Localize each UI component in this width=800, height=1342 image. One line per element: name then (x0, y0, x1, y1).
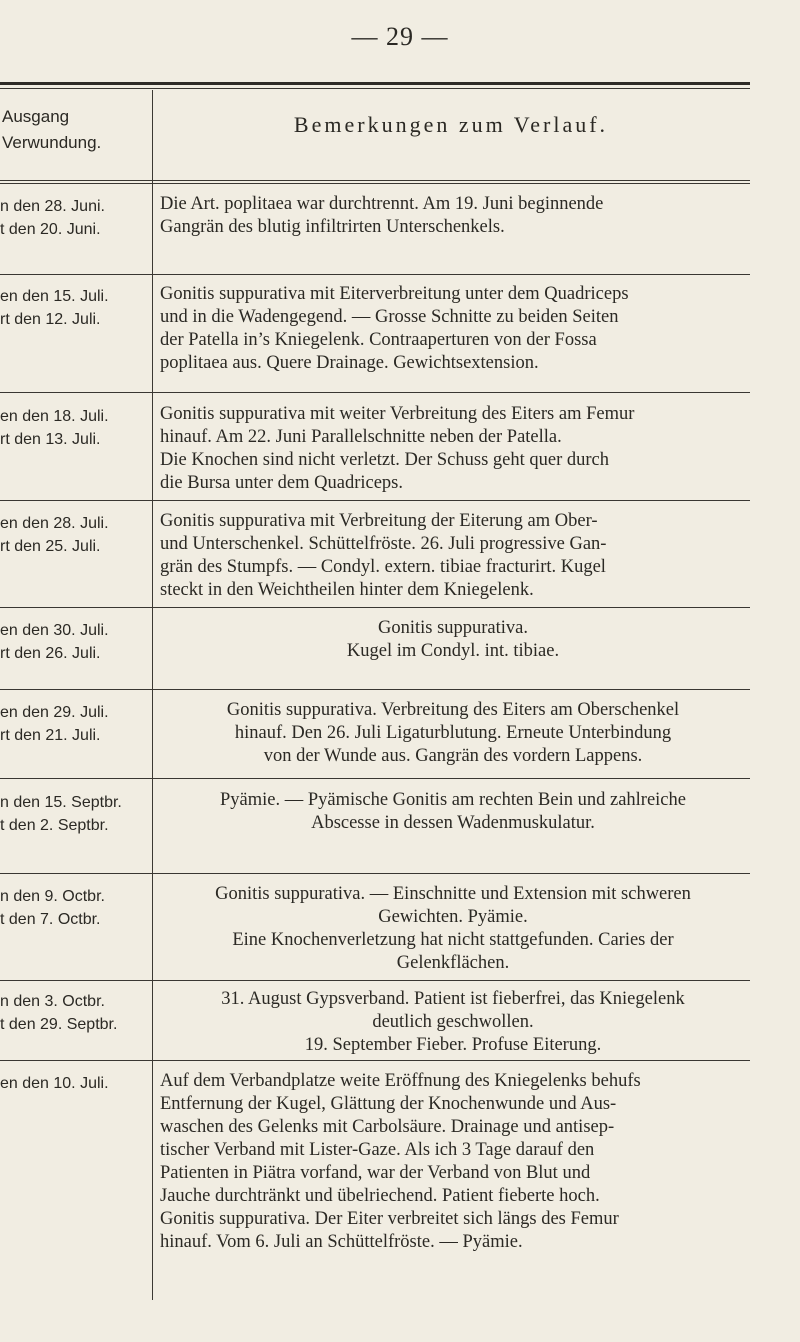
outcome-cell: n den 9. Octbr. t den 7. Octbr. (0, 888, 105, 928)
remark-cell: Gonitis suppurativa. Verbreitung des Eiters am Oberschenkel hinauf. Den 26. Juli Ligaturblutung. Erneute Unterbindung von der Wunde aus. Gangrän des vordern Lappens. (226, 700, 680, 766)
outcome-cell: n den 3. Octbr. t den 29. Septbr. (0, 993, 118, 1033)
table-row (0, 397, 750, 507)
table-row (0, 187, 750, 275)
header-rule-double (0, 183, 750, 184)
outcome-cell: en den 30. Juli. rt den 26. Juli. (0, 622, 109, 662)
row-divider (0, 778, 750, 779)
outcome-cell: en den 28. Juli. rt den 25. Juli. (0, 515, 109, 555)
table-row (0, 877, 750, 982)
column-header-remarks: Bemerkungen zum Verlauf. (293, 112, 609, 137)
column-header-outcome-line2: Verwundung. (2, 133, 102, 152)
row-divider (0, 392, 750, 393)
remark-cell: Gonitis suppurativa mit Eiterverbreitung unter dem Quadriceps und in die Wadengegend. — Grosse Schnitte zu beiden Seiten der Patella in’s Kniegelenk. Contraaperturen von der Fossa poplitaea aus. Quere Drainage. Gewichtsextension. (160, 284, 629, 373)
header-rule (0, 180, 750, 181)
table-row (0, 693, 750, 781)
table-row (0, 504, 750, 609)
outcome-cell: en den 10. Juli. (0, 1075, 109, 1092)
table-row (0, 277, 750, 390)
top-rule-thin (0, 88, 750, 89)
remark-cell: Gonitis suppurativa mit Verbreitung der Eiterung am Ober- und Unterschenkel. Schüttelfröste. 26. Juli progressive Gan- grän des Stumpfs. — Condyl. extern. tibiae fracturirt. Kugel steckt in den Weichtheilen hinter dem Kniegelenk. (160, 511, 607, 600)
row-divider (0, 607, 750, 608)
row-divider (0, 873, 750, 874)
remark-cell: Pyämie. — Pyämische Gonitis am rechten Bein und zahlreiche Abscesse in dessen Wadenmuskulatur. (220, 790, 686, 833)
remark-cell: Gonitis suppurativa. — Einschnitte und Extension mit schweren Gewichten. Pyämie. Eine Knochenverletzung hat nicht stattgefunden. Caries der Gelenkflächen. (215, 884, 691, 973)
remark-cell: 31. August Gypsverband. Patient ist fieberfrei, das Kniegelenk deutlich geschwollen. 19. September Fieber. Profuse Eiterung. (221, 989, 685, 1055)
remark-cell: Gonitis suppurativa mit weiter Verbreitung des Eiters am Femur hinauf. Am 22. Juni Parallelschnitte neben der Patella. Die Knochen sind nicht verletzt. Der Schuss geht quer durch die Bursa unter dem Quadriceps. (160, 404, 635, 493)
page-number: — 29 — (351, 22, 449, 51)
remark-cell: Die Art. poplitaea war durchtrennt. Am 19. Juni beginnende Gangrän des blutig infiltrirten Unterschenkels. (160, 194, 604, 237)
row-divider (0, 500, 750, 501)
outcome-cell: n den 28. Juni. t den 20. Juni. (0, 198, 105, 238)
outcome-cell: en den 18. Juli. rt den 13. Juli. (0, 408, 109, 448)
row-divider (0, 274, 750, 275)
outcome-cell: n den 15. Septbr. t den 2. Septbr. (0, 794, 122, 834)
column-header-outcome (2, 104, 150, 156)
outcome-cell: en den 29. Juli. rt den 21. Juli. (0, 704, 109, 744)
outcome-cell: en den 15. Juli. rt den 12. Juli. (0, 288, 109, 328)
top-rule (0, 82, 750, 85)
table-row (0, 611, 750, 691)
row-divider (0, 689, 750, 690)
table-row (0, 783, 750, 873)
remark-cell: Auf dem Verbandplatze weite Eröffnung des Kniegelenks behufs Entfernung der Kugel, Glättung der Knochenwunde und Aus- waschen des Gelenks mit Carbolsäure. Drainage und antisep- tischer Verband mit Lister-Gaze. Als ich 3 Tage darauf den Patienten in Piätra vorfand, war der Verband von Blut und Jauche durchtränkt und übelriechend. Patient fieberte hoch. Gonitis suppurativa. Der Eiter verbreitet sich längs des Femur hinauf. Vom 6. Juli an Schüttelfröste. — Pyämie. (160, 1071, 641, 1252)
row-divider (0, 1060, 750, 1061)
table-row (0, 1064, 750, 1294)
table-row (0, 982, 750, 1062)
row-divider (0, 980, 750, 981)
column-header-outcome-line1: Ausgang (2, 107, 70, 126)
remark-cell: Gonitis suppurativa. Kugel im Condyl. int. tibiae. (346, 618, 560, 661)
